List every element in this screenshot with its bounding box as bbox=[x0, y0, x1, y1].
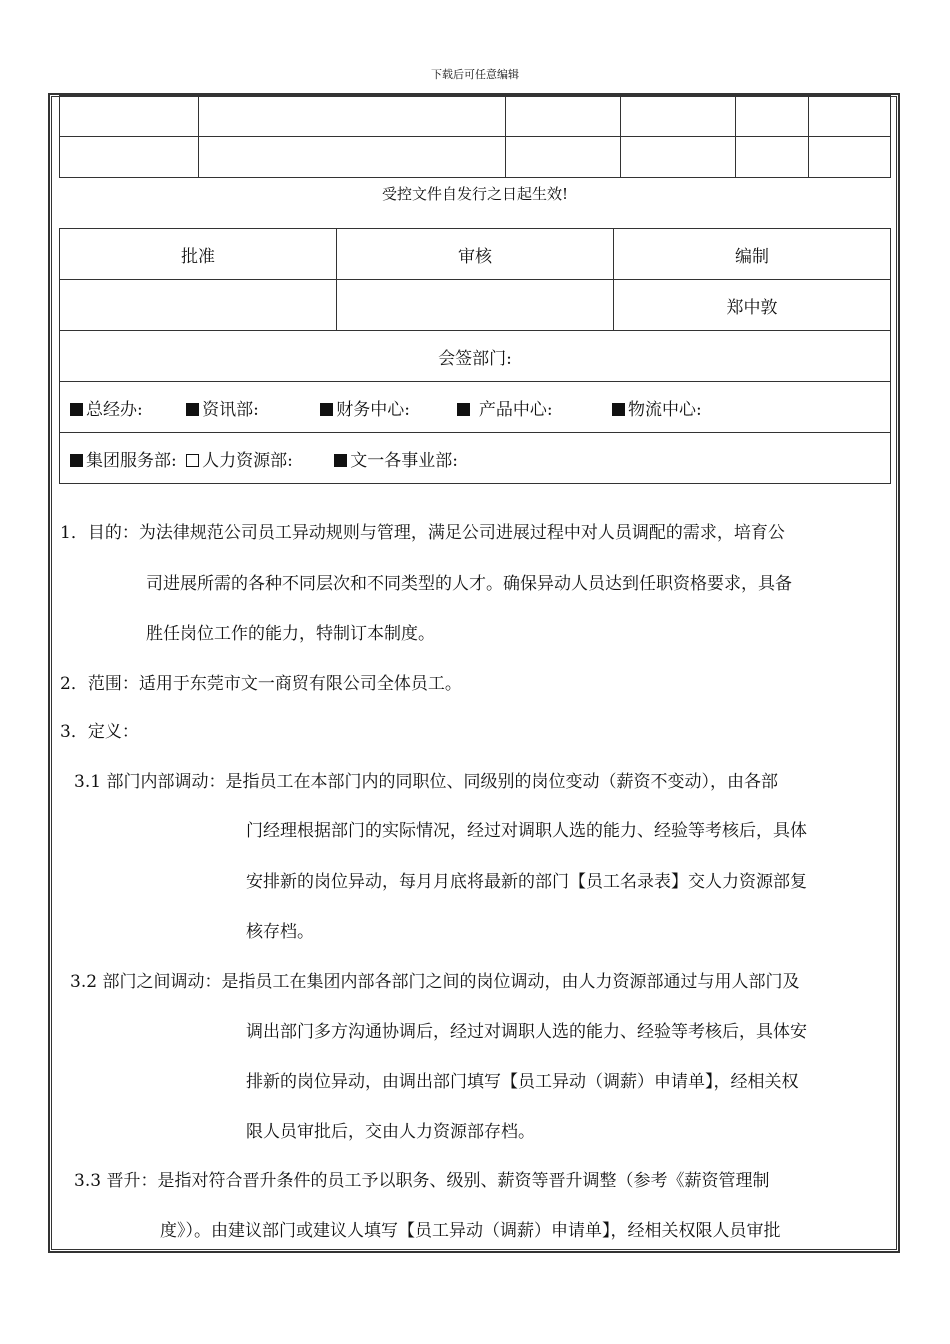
definition-heading: 3．定义： bbox=[60, 722, 139, 742]
def-3-1-line-4: 核存档。 bbox=[246, 922, 314, 942]
purpose-line-1: 1．目的：为法律规范公司员工异动规则与管理，满足公司进展过程中对人员调配的需求，培育公 bbox=[60, 523, 785, 543]
table-cell bbox=[621, 96, 736, 137]
def-3-3-line-1: 3.3 晋升：是指对符合晋升条件的员工予以职务、级别、薪资等晋升调整（参考《薪资管理制 bbox=[74, 1171, 770, 1191]
countersign-row-1 bbox=[60, 382, 891, 433]
table-row bbox=[60, 229, 891, 280]
compile-label: 编制 bbox=[614, 229, 891, 280]
table-row bbox=[60, 137, 891, 178]
checked-box-icon bbox=[70, 454, 83, 467]
dept-label: 人力资源部: bbox=[202, 450, 293, 471]
table-row bbox=[60, 331, 891, 382]
def-3-2-line-4: 限人员审批后，交由人力资源部存档。 bbox=[246, 1122, 535, 1142]
checked-box-icon bbox=[320, 403, 333, 416]
table-cell bbox=[506, 96, 621, 137]
def-3-2-line-3: 排新的岗位异动，由调出部门填写【员工异动（调薪）申请单】，经相关权 bbox=[246, 1072, 799, 1092]
table-cell bbox=[60, 137, 199, 178]
countersign-row-2 bbox=[60, 433, 891, 484]
checked-box-icon bbox=[612, 403, 625, 416]
review-label: 审核 bbox=[337, 229, 614, 280]
table-cell bbox=[199, 96, 506, 137]
dept-label: 集团服务部: bbox=[86, 450, 177, 471]
dept-label: 产品中心: bbox=[478, 399, 553, 420]
table-row bbox=[60, 280, 891, 331]
unchecked-box-icon bbox=[186, 454, 199, 467]
effective-note: 受控文件自发行之日起生效! bbox=[381, 185, 569, 203]
table-cell bbox=[621, 137, 736, 178]
def-3-1-line-1: 3.1 部门内部调动：是指员工在本部门内的同职位、同级别的岗位变动（薪资不变动），由各部 bbox=[74, 772, 778, 792]
dept-label: 文一各事业部: bbox=[350, 450, 459, 471]
table-cell bbox=[60, 96, 199, 137]
scope-line: 2．范围：适用于东莞市文一商贸有限公司全体员工。 bbox=[60, 674, 462, 694]
table-cell bbox=[199, 137, 506, 178]
dept-label: 物流中心: bbox=[627, 399, 702, 420]
def-3-2-line-1: 3.2 部门之间调动：是指员工在集团内部各部门之间的岗位调动，由人力资源部通过与用人部门及 bbox=[70, 972, 800, 992]
table-row bbox=[60, 96, 891, 137]
checked-box-icon bbox=[70, 403, 83, 416]
table-cell bbox=[809, 137, 891, 178]
compiler-name: 郑中敦 bbox=[614, 280, 891, 331]
countersign-title: 会签部门: bbox=[60, 331, 891, 382]
def-3-1-line-2: 门经理根据部门的实际情况，经过对调职人选的能力、经验等考核后，具体 bbox=[246, 821, 807, 841]
purpose-line-2: 司进展所需的各种不同层次和不同类型的人才。确保异动人员达到任职资格要求，具备 bbox=[146, 574, 792, 594]
approve-signature bbox=[60, 280, 337, 331]
dept-label: 总经办: bbox=[86, 399, 143, 420]
def-3-1-line-3: 安排新的岗位异动，每月月底将最新的部门【员工名录表】交人力资源部复 bbox=[246, 872, 807, 892]
header-note: 下载后可任意编辑 bbox=[431, 68, 519, 81]
table-row bbox=[60, 382, 891, 433]
table-cell bbox=[736, 96, 809, 137]
checked-box-icon bbox=[334, 454, 347, 467]
table-cell bbox=[809, 96, 891, 137]
checked-box-icon bbox=[186, 403, 199, 416]
checked-box-icon bbox=[457, 403, 470, 416]
dept-label: 财务中心: bbox=[336, 399, 411, 420]
dept-label: 资讯部: bbox=[202, 399, 259, 420]
approval-table bbox=[59, 228, 891, 484]
def-3-3-line-2: 度》）。由建议部门或建议人填写【员工异动（调薪）申请单】，经相关权限人员审批 bbox=[160, 1221, 781, 1241]
revision-table bbox=[59, 95, 891, 178]
table-cell bbox=[736, 137, 809, 178]
def-3-2-line-2: 调出部门多方沟通协调后，经过对调职人选的能力、经验等考核后，具体安 bbox=[246, 1022, 807, 1042]
table-cell bbox=[506, 137, 621, 178]
approve-label: 批准 bbox=[60, 229, 337, 280]
purpose-line-3: 胜任岗位工作的能力，特制订本制度。 bbox=[146, 624, 435, 644]
table-row bbox=[60, 433, 891, 484]
review-signature bbox=[337, 280, 614, 331]
